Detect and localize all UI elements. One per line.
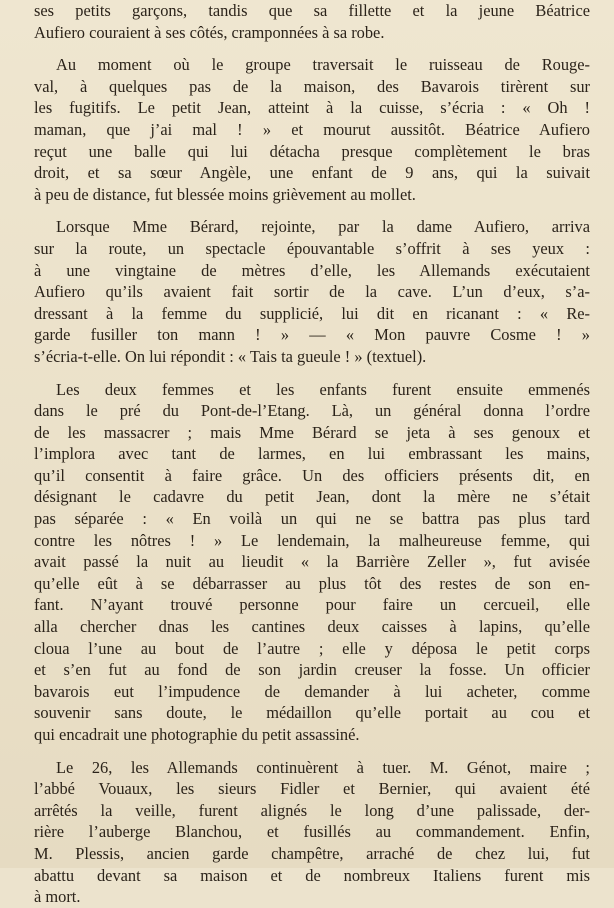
- text-line: Au moment où le groupe traversait le ruisseau de Rouge-: [56, 55, 590, 75]
- text-line: et s’en fut au fond de son jardin creuser la fosse. Un officier: [34, 660, 590, 680]
- text-line: à peu de distance, fut blessée moins grièvement au mollet.: [34, 184, 416, 204]
- text-line: qu’elle eût à se débarrasser au plus tôt des restes de son en-: [34, 573, 590, 593]
- paragraph-4: [34, 379, 590, 746]
- text-line: droit, et sa sœur Angèle, une enfant de 9 ans, qui la suivait: [34, 163, 590, 183]
- text-line: M. Plessis, ancien garde champêtre, arraché de chez lui, fut: [34, 843, 590, 863]
- text-line: sur la route, un spectacle épouvantable s’offrit à ses yeux :: [34, 238, 590, 258]
- text-line: à mort.: [34, 887, 81, 907]
- text-line: souvenir sans doute, le médaillon qu’elle portait au cou et: [34, 703, 590, 723]
- paragraph-gap: [34, 205, 590, 216]
- text-line: reçut une balle qui lui détacha presque complètement le bras: [34, 141, 590, 161]
- paragraph-gap: [34, 746, 590, 757]
- text-line: s’écria-t-elle. On lui répondit : « Tais ta gueule ! » (textuel).: [34, 346, 427, 366]
- text-line: à une vingtaine de mètres d’elle, les Allemands exécutaient: [34, 260, 590, 280]
- text-line: arrêtés la veille, furent alignés le long d’une palissade, der-: [34, 800, 590, 820]
- text-line: dans le pré du Pont-de-l’Etang. Là, un général donna l’ordre: [34, 401, 590, 421]
- text-line: contre les nôtres ! » Le lendemain, la malheureuse femme, qui: [34, 530, 590, 550]
- text-line: qui encadrait une photographie du petit assassiné.: [34, 725, 360, 744]
- paragraph-5: [34, 757, 590, 908]
- text-line: rière l’auberge Blanchou, et fusillés au commandement. Enfin,: [34, 822, 590, 842]
- text-line: pas séparée : « En voilà un qui ne se battra pas plus tard: [34, 509, 590, 529]
- text-line: bavarois eut l’impudence de demander à lui acheter, comme: [34, 681, 590, 701]
- text-line: l’implora avec tant de larmes, en lui embrassant les mains,: [34, 444, 590, 464]
- text-line: alla chercher dnas les cantines deux caisses à lapins, qu’elle: [34, 617, 590, 637]
- text-line: ses petits garçons, tandis que sa fillette et la jeune Béatrice: [34, 1, 590, 20]
- text-line: val, à quelques pas de la maison, des Bavarois tirèrent sur: [34, 76, 590, 96]
- text-line: Aufiero couraient à ses côtés, cramponnées à sa robe.: [34, 22, 385, 42]
- text-line: de les massacrer ; mais Mme Bérard se jeta à ses genoux et: [34, 422, 590, 442]
- text-line: désignant le cadavre du petit Jean, dont la mère ne s’était: [34, 487, 590, 507]
- text-line: l’abbé Vouaux, les sieurs Fidler et Bernier, qui avaient été: [34, 779, 590, 799]
- text-line: avait passé la nuit au lieudit « la Barrière Zeller », fut avisée: [34, 552, 590, 572]
- text-line: dressant à la femme du supplicié, lui dit en ricanant : « Re-: [34, 303, 590, 323]
- text-line: Lorsque Mme Bérard, rejointe, par la dame Aufiero, arriva: [56, 217, 590, 237]
- paragraph-2: [34, 54, 590, 205]
- paragraph-1: [34, 0, 590, 43]
- text-line: les fugitifs. Le petit Jean, atteint à la cuisse, s’écria : « Oh !: [34, 98, 590, 118]
- text-line: fant. N’ayant trouvé personne pour faire un cercueil, elle: [34, 595, 590, 615]
- paragraph-gap: [34, 368, 590, 379]
- text-line: garde fusiller ton mann ! » — « Mon pauvre Cosme ! »: [34, 325, 590, 345]
- paragraph-gap: [34, 43, 590, 54]
- text-line: Aufiero qu’ils avaient fait sortir de la cave. L’un d’eux, s’a-: [34, 282, 590, 302]
- text-line: Le 26, les Allemands continuèrent à tuer. M. Génot, maire ;: [56, 757, 590, 777]
- text-line: maman, que j’ai mal ! » et mourut aussitôt. Béatrice Aufiero: [34, 119, 590, 139]
- text-line: qu’il consentit à faire grâce. Un des officiers présents dit, en: [34, 465, 590, 485]
- text-line: cloua l’une au bout de l’autre ; elle y déposa le petit corps: [34, 638, 590, 658]
- paragraph-3: [34, 216, 590, 367]
- text-line: abattu devant sa maison et de nombreux Italiens furent mis: [34, 865, 590, 885]
- text-line: Les deux femmes et les enfants furent ensuite emmenés: [56, 379, 590, 399]
